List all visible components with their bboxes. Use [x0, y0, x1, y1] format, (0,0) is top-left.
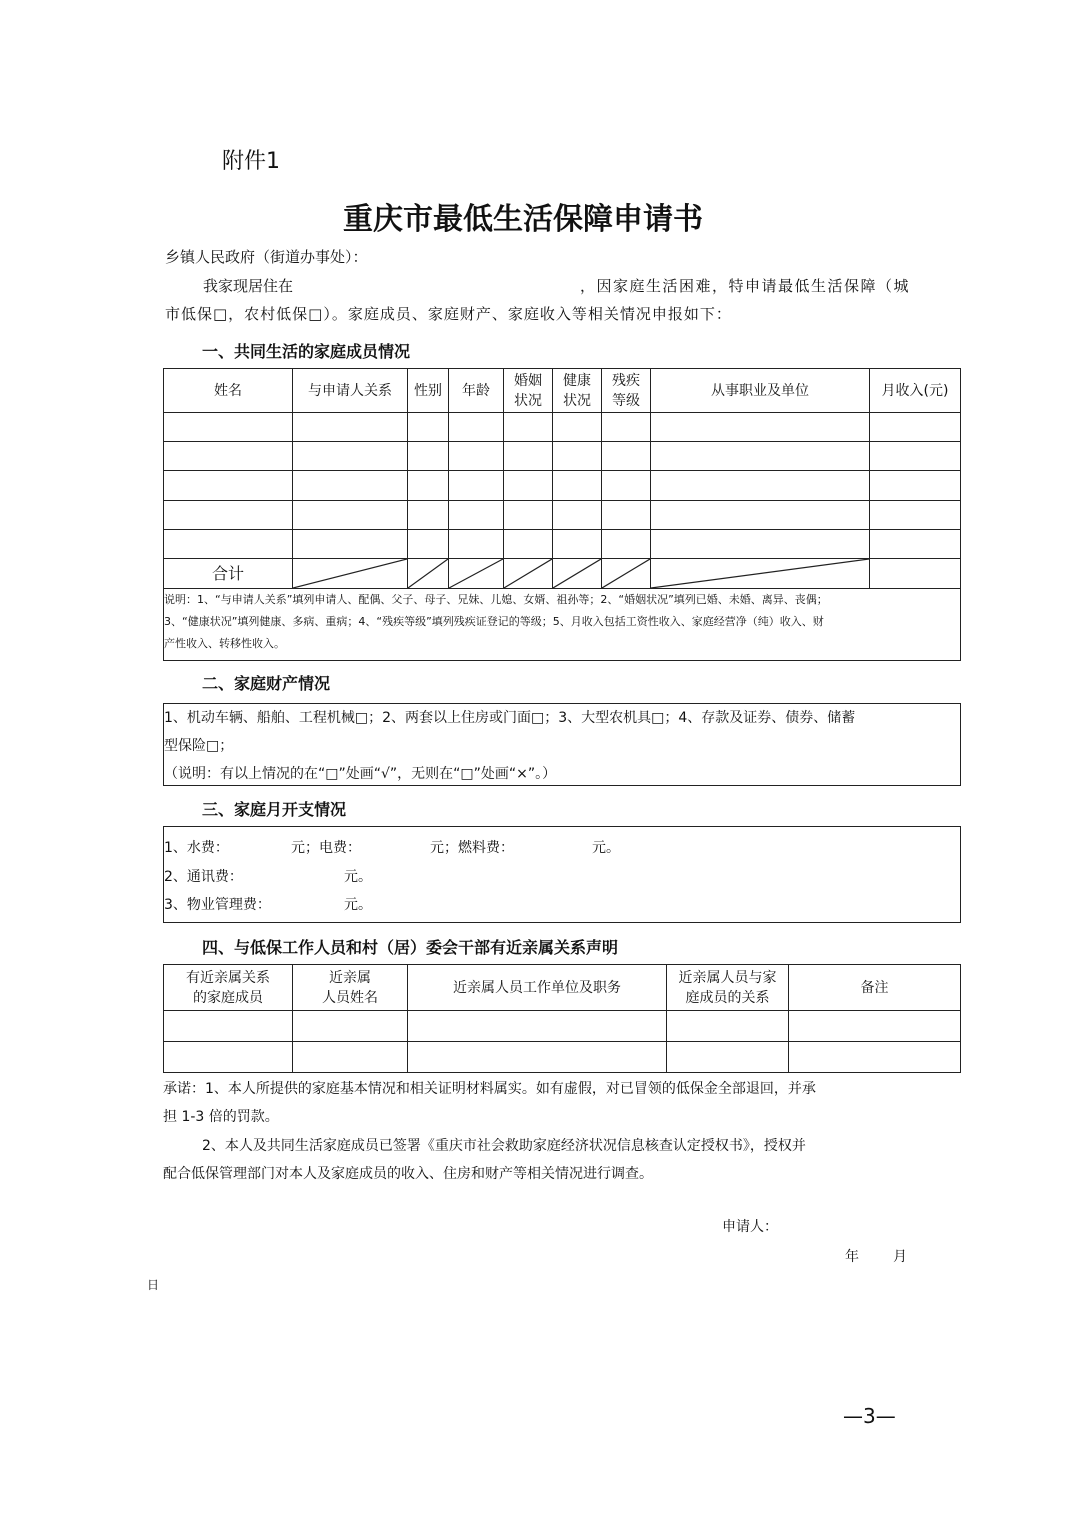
pledge-line: 担 1-3 倍的罚款。 — [163, 1109, 279, 1125]
cell[interactable] — [449, 413, 504, 442]
cell[interactable] — [293, 442, 408, 471]
cell[interactable] — [602, 501, 651, 530]
cell[interactable] — [553, 442, 602, 471]
cell[interactable] — [553, 530, 602, 559]
property-line: 型保险□； — [164, 738, 234, 754]
cell[interactable] — [651, 501, 870, 530]
cell[interactable] — [449, 501, 504, 530]
intro-text: 我家现居住在 — [203, 277, 294, 295]
table-row — [164, 501, 961, 530]
cell[interactable] — [553, 501, 602, 530]
cell[interactable] — [504, 413, 553, 442]
diagonal-cell — [408, 559, 449, 589]
cell[interactable] — [602, 413, 651, 442]
diagonal-cell — [651, 559, 870, 589]
cell[interactable] — [449, 471, 504, 501]
header-cell: 近亲属 人员姓名 — [293, 965, 408, 1011]
addressee: 乡镇人民政府（街道办事处）： — [165, 248, 368, 266]
day-label: 日 — [147, 1278, 160, 1292]
diagonal-cell — [553, 559, 602, 589]
cell[interactable] — [870, 413, 961, 442]
cell[interactable] — [164, 1042, 293, 1073]
intro-text: ，因家庭生活困难，特申请最低生活保障（城 — [580, 277, 911, 295]
header-cell: 性别 — [408, 369, 449, 413]
cell[interactable] — [504, 530, 553, 559]
unit-label: 元； — [291, 840, 319, 856]
cell[interactable] — [602, 471, 651, 501]
family-members-table — [163, 368, 961, 661]
table-header-row — [164, 965, 961, 1011]
table-row — [164, 1042, 961, 1073]
cell[interactable] — [164, 413, 293, 442]
header-cell: 从事职业及单位 — [651, 369, 870, 413]
cell[interactable] — [408, 471, 449, 501]
header-cell: 月收入(元) — [870, 369, 961, 413]
note-line: 3、“健康状况”填列健康、多病、重病；4、“残疾等级”填列残疾证登记的等级；5、月收入包括工资性收入、家庭经营净（纯）收入、财 — [164, 615, 824, 628]
property-line: 1、机动车辆、船舶、工程机械□；2、两套以上住房或门面□；3、大型农机具□；4、存款及证券、债券、储蓄 — [164, 710, 856, 726]
cell[interactable] — [553, 413, 602, 442]
cell[interactable] — [602, 442, 651, 471]
unit-label: 元； — [430, 840, 458, 856]
unit-label: 元。 — [592, 840, 620, 856]
cell[interactable] — [870, 501, 961, 530]
cell[interactable] — [870, 442, 961, 471]
year-label: 年 — [845, 1249, 859, 1265]
cell[interactable] — [408, 413, 449, 442]
header-cell: 备注 — [789, 965, 961, 1011]
table-row — [164, 471, 961, 501]
cell[interactable] — [293, 413, 408, 442]
diagonal-cell — [602, 559, 651, 589]
table-row — [164, 442, 961, 471]
diagonal-cell — [449, 559, 504, 589]
header-cell: 年龄 — [449, 369, 504, 413]
relatives-table — [163, 964, 961, 1073]
section3-title: 三、家庭月开支情况 — [202, 800, 347, 819]
table-header-row — [164, 369, 961, 413]
cell[interactable] — [651, 442, 870, 471]
comm-fee-label: 2、通讯费： — [164, 869, 243, 885]
property-line: （说明：有以上情况的在“□”处画“√”，无则在“□”处画“×”。） — [164, 766, 557, 782]
cell[interactable] — [651, 530, 870, 559]
cell[interactable] — [164, 530, 293, 559]
cell[interactable] — [504, 471, 553, 501]
cell[interactable] — [293, 471, 408, 501]
property-fee-label: 3、物业管理费： — [164, 897, 271, 913]
diagonal-cell — [504, 559, 553, 589]
cell[interactable] — [293, 501, 408, 530]
pledge-line: 承诺：1、本人所提供的家庭基本情况和相关证明材料属实。如有虚假，对已冒领的低保金全部退回，并承 — [163, 1081, 816, 1097]
table-row — [164, 530, 961, 559]
cell[interactable] — [651, 413, 870, 442]
intro-text: 市低保□，农村低保□）。家庭成员、家庭财产、家庭收入等相关情况申报如下： — [165, 305, 732, 323]
cell[interactable] — [553, 471, 602, 501]
header-cell: 婚姻 状况 — [504, 369, 553, 413]
header-cell: 残疾 等级 — [602, 369, 651, 413]
cell[interactable] — [449, 442, 504, 471]
cell[interactable] — [667, 1011, 789, 1042]
cell[interactable] — [408, 1042, 667, 1073]
header-cell: 近亲属人员工作单位及职务 — [408, 965, 667, 1011]
cell[interactable] — [408, 442, 449, 471]
section4-title: 四、与低保工作人员和村（居）委会干部有近亲属关系声明 — [202, 938, 619, 957]
page-title: 重庆市最低生活保障申请书 — [343, 202, 703, 237]
electric-fee-label: 电费： — [319, 840, 361, 856]
cell[interactable] — [789, 1042, 961, 1073]
total-row — [164, 559, 961, 589]
expenses-box — [163, 826, 961, 923]
cell[interactable] — [408, 501, 449, 530]
cell[interactable] — [870, 471, 961, 501]
cell[interactable] — [504, 501, 553, 530]
cell[interactable] — [164, 1011, 293, 1042]
cell[interactable] — [870, 559, 961, 589]
cell[interactable] — [293, 1011, 408, 1042]
table-row — [164, 413, 961, 442]
page-number: —3— — [843, 1404, 896, 1428]
cell[interactable] — [164, 501, 293, 530]
diagonal-cell — [293, 559, 408, 589]
header-cell: 近亲属人员与家 庭成员的关系 — [667, 965, 789, 1011]
table-row — [164, 1011, 961, 1042]
cell[interactable] — [667, 1042, 789, 1073]
pledge-line: 2、本人及共同生活家庭成员已签署《重庆市社会救助家庭经济状况信息核查认定授权书》，授权并 — [202, 1138, 806, 1154]
cell[interactable] — [408, 1011, 667, 1042]
fuel-fee-label: 燃料费： — [458, 840, 514, 856]
cell[interactable] — [164, 471, 293, 501]
cell[interactable] — [602, 530, 651, 559]
water-fee-label: 1、水费： — [164, 840, 229, 856]
property-box — [163, 703, 961, 786]
note-line: 说明：1、“与申请人关系”填列申请人、配偶、父子、母子、兄妹、儿媳、女婿、祖孙等；2、“婚姻状况”填列已婚、未婚、离异、丧偶； — [164, 593, 828, 606]
header-cell: 姓名 — [164, 369, 293, 413]
cell[interactable] — [164, 442, 293, 471]
header-cell: 与申请人关系 — [293, 369, 408, 413]
cell[interactable] — [293, 530, 408, 559]
cell[interactable] — [408, 530, 449, 559]
month-label: 月 — [893, 1249, 907, 1265]
cell[interactable] — [789, 1011, 961, 1042]
cell[interactable] — [504, 442, 553, 471]
pledge-line: 配合低保管理部门对本人及家庭成员的收入、住房和财产等相关情况进行调查。 — [163, 1166, 653, 1182]
applicant-signature-label: 申请人： — [722, 1219, 778, 1235]
header-cell: 健康 状况 — [553, 369, 602, 413]
cell[interactable] — [870, 530, 961, 559]
unit-label: 元。 — [344, 869, 372, 885]
header-cell: 有近亲属关系 的家庭成员 — [164, 965, 293, 1011]
unit-label: 元。 — [344, 897, 372, 913]
total-label: 合计 — [164, 559, 293, 589]
cell[interactable] — [293, 1042, 408, 1073]
cell[interactable] — [651, 471, 870, 501]
note-line: 产性收入、转移性收入。 — [164, 637, 285, 650]
section1-title: 一、共同生活的家庭成员情况 — [202, 342, 411, 361]
section2-title: 二、家庭财产情况 — [202, 674, 331, 693]
cell[interactable] — [449, 530, 504, 559]
attachment-label: 附件1 — [222, 149, 280, 174]
note-row — [164, 589, 961, 661]
